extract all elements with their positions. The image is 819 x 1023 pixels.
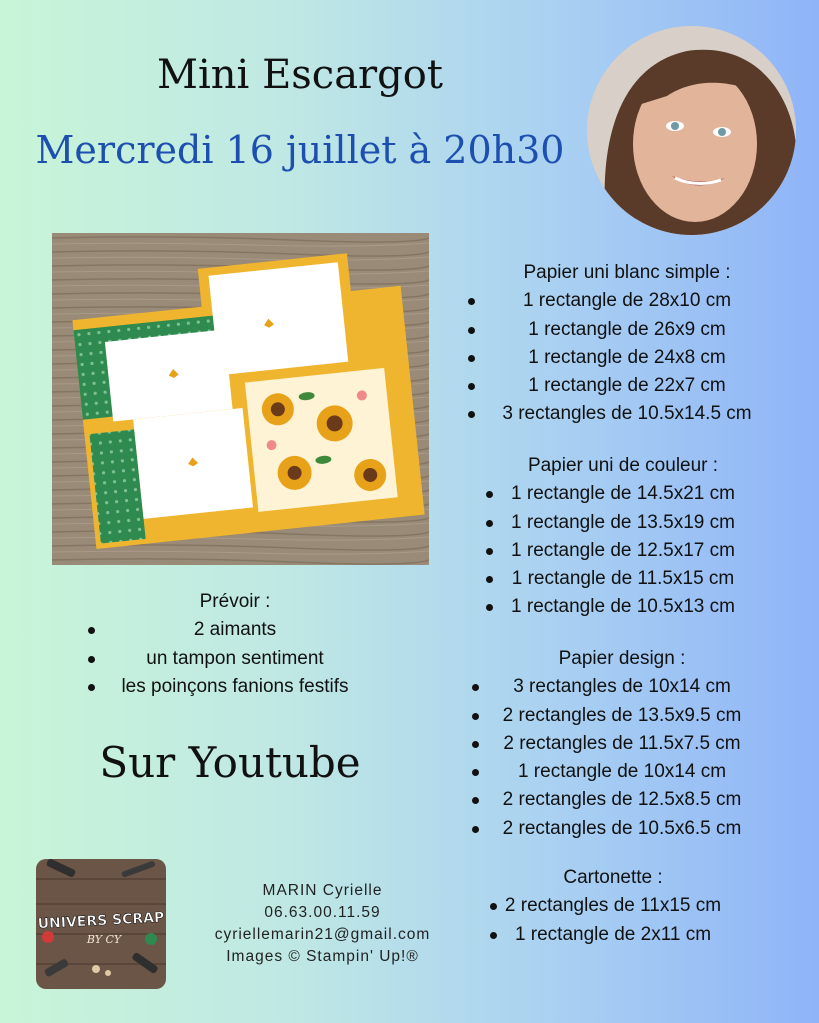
- section-heading: Papier uni blanc simple :: [523, 262, 731, 283]
- youtube-label: Sur Youtube: [99, 738, 361, 787]
- contact-block: [190, 880, 455, 968]
- list-item: 1 rectangle de 2x11 cm: [478, 921, 748, 949]
- list-item: 2 rectangles de 11x15 cm: [478, 892, 748, 920]
- prevoir-section: [80, 588, 390, 701]
- list-item: 1 rectangle de 12.5x17 cm: [478, 537, 768, 565]
- list-item: 2 aimants: [80, 616, 390, 644]
- list-item: les poinçons fanions festifs: [80, 673, 390, 701]
- image-credits: Images © Stampin' Up!®: [226, 948, 419, 965]
- section-heading: Cartonette :: [563, 867, 663, 888]
- section-heading: Papier design :: [558, 648, 686, 669]
- list-item: 2 rectangles de 10.5x6.5 cm: [462, 815, 782, 843]
- list-item: 1 rectangle de 10x14 cm: [462, 758, 782, 786]
- list-item: 1 rectangle de 22x7 cm: [462, 372, 792, 400]
- contact-phone: 06.63.00.11.59: [264, 904, 381, 921]
- page-title: Mini Escargot: [157, 52, 443, 98]
- list-item: 1 rectangle de 28x10 cm: [462, 287, 792, 315]
- list-item: 1 rectangle de 10.5x13 cm: [478, 593, 768, 621]
- list-item: 3 rectangles de 10x14 cm: [462, 673, 782, 701]
- list-item: 2 rectangles de 11.5x7.5 cm: [462, 730, 782, 758]
- card-photo: [52, 233, 429, 565]
- event-date: Mercredi 16 juillet à 20h30: [35, 128, 565, 172]
- papier-uni-blanc-section: [462, 259, 792, 429]
- contact-email: cyriellemarin21@gmail.com: [214, 926, 431, 943]
- list-item: 1 rectangle de 26x9 cm: [462, 316, 792, 344]
- papier-uni-couleur-section: [478, 452, 768, 622]
- cartonette-section: [478, 864, 748, 949]
- section-heading: Prévoir :: [199, 591, 271, 612]
- list-item: un tampon sentiment: [80, 645, 390, 673]
- list-item: 1 rectangle de 14.5x21 cm: [478, 480, 768, 508]
- list-item: 3 rectangles de 10.5x14.5 cm: [462, 400, 792, 428]
- univers-scrap-logo: [36, 859, 166, 989]
- list-item: 2 rectangles de 13.5x9.5 cm: [462, 702, 782, 730]
- logo-subtext: BY CY: [86, 933, 122, 946]
- list-item: 1 rectangle de 11.5x15 cm: [478, 565, 768, 593]
- portrait-photo: [587, 26, 796, 235]
- contact-name: MARIN Cyrielle: [262, 882, 383, 899]
- logo-text: UNIVERS SCRAP: [37, 909, 165, 933]
- list-item: 1 rectangle de 24x8 cm: [462, 344, 792, 372]
- papier-design-section: [462, 645, 782, 843]
- list-item: 2 rectangles de 12.5x8.5 cm: [462, 786, 782, 814]
- list-item: 1 rectangle de 13.5x19 cm: [478, 509, 768, 537]
- section-heading: Papier uni de couleur :: [527, 455, 719, 476]
